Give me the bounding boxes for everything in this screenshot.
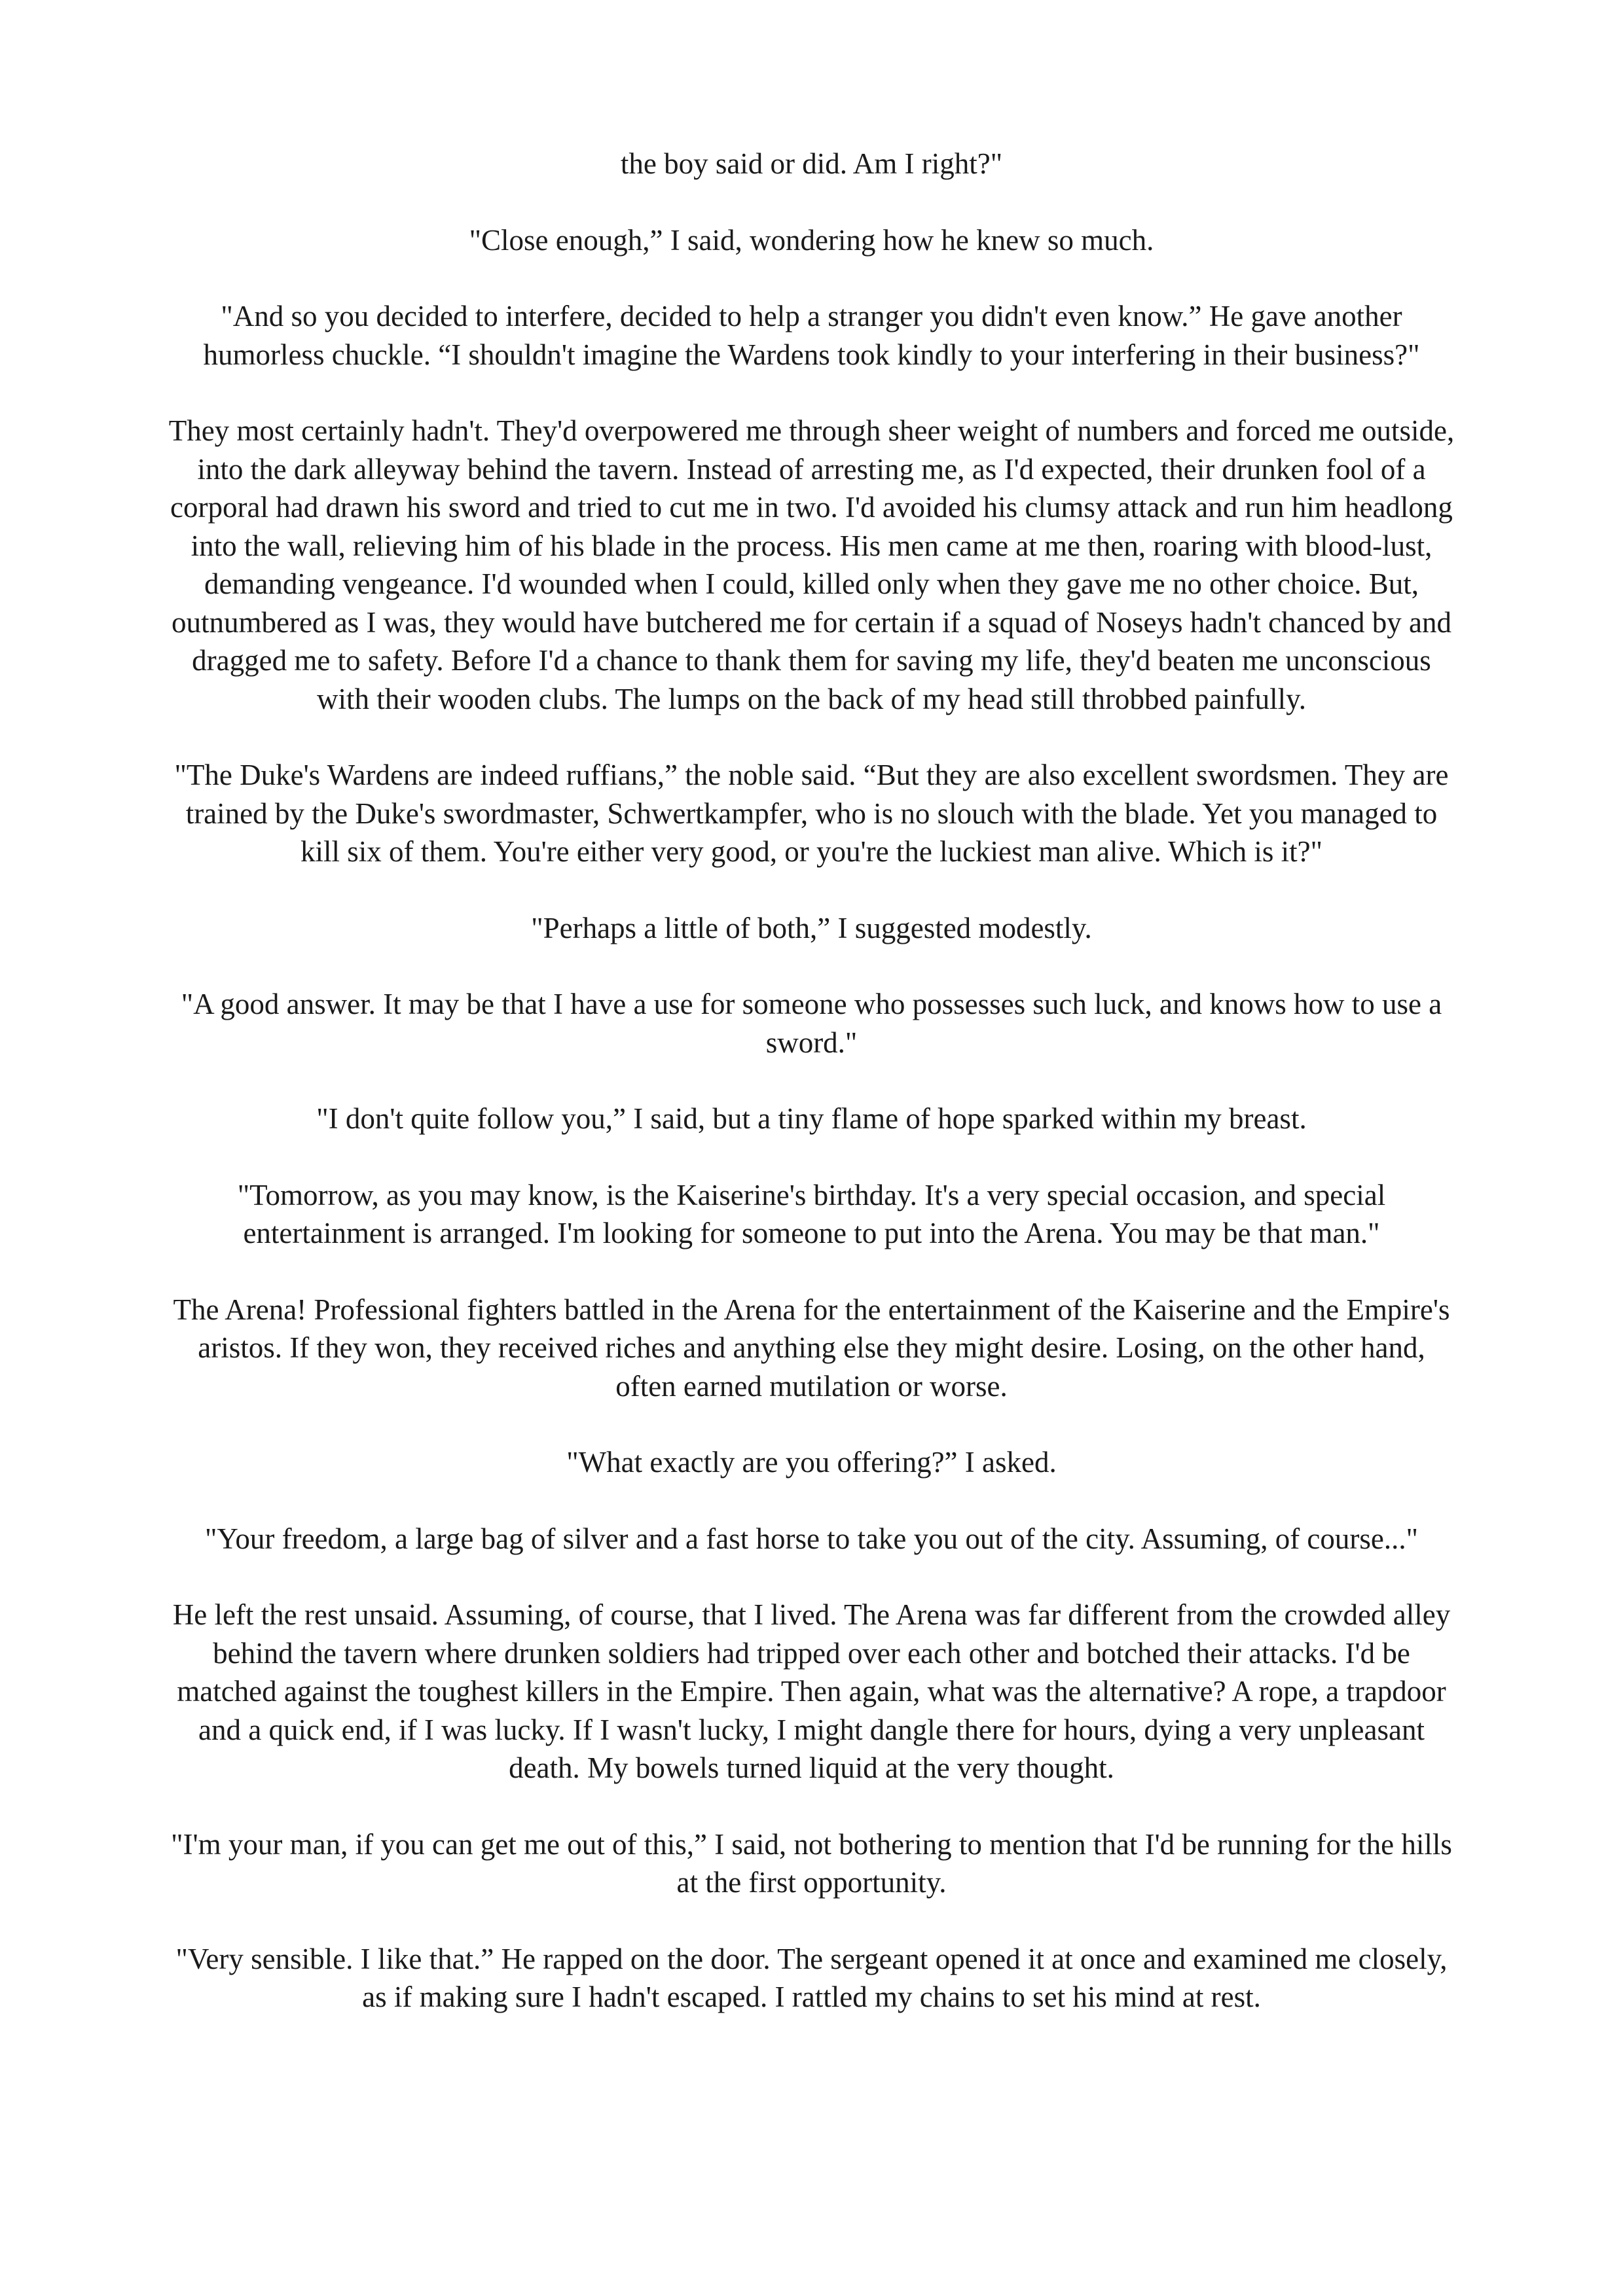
- paragraph: "Your freedom, a large bag of silver and a fast horse to take you out of the city. Assuming, of course...": [205, 1522, 1418, 1555]
- body-text: [167, 145, 1456, 2054]
- paragraph: "The Duke's Wardens are indeed ruffians,” the noble said. “But they are also excellent swordsmen. They are trained by the Duke's swordmaster, Schwertkampfer, who is no slouch with the blade. Yet you managed to kill six of them. You're either very good, or you're the luckiest man alive. Which is it?": [174, 759, 1449, 868]
- paragraph: "What exactly are you offering?” I asked.: [566, 1446, 1057, 1479]
- paragraph: "Tomorrow, as you may know, is the Kaiserine's birthday. It's a very special occasion, and special entertainment is arranged. I'm looking for someone to put into the Arena. You may be that man.": [237, 1178, 1386, 1249]
- paragraph: "Close enough,” I said, wondering how he knew so much.: [469, 223, 1154, 257]
- paragraph: "I don't quite follow you,” I said, but a tiny flame of hope sparked within my breast.: [316, 1102, 1307, 1135]
- paragraph: "A good answer. It may be that I have a use for someone who possesses such luck, and knows how to use a sword.": [181, 988, 1442, 1059]
- paragraph: "Perhaps a little of both,” I suggested modestly.: [531, 911, 1092, 944]
- paragraph: He left the rest unsaid. Assuming, of course, that I lived. The Arena was far different from the crowded alley behind the tavern where drunken soldiers had tripped over each other and botched their attacks. I'd be matched against the toughest killers in the Empire. Then again, what was the alternative? A rope, a trapdoor and a quick end, if I was lucky. If I wasn't lucky, I might dangle there for hours, dying a very unpleasant death. My bowels turned liquid at the very thought.: [172, 1598, 1451, 1784]
- paragraph: They most certainly hadn't. They'd overpowered me through sheer weight of numbers and forced me outside, into the dark alleyway behind the tavern. Instead of arresting me, as I'd expected, their drunken fool of a corporal had drawn his sword and tried to cut me in two. I'd avoided his clumsy attack and run him headlong into the wall, relieving him of his blade in the process. His men came at me then, roaring with blood-lust, demanding vengeance. I'd wounded when I could, killed only when they gave me no other choice. But, outnumbered as I was, they would have butchered me for certain if a squad of Noseys hadn't chanced by and dragged me to safety. Before I'd a chance to thank them for saving my life, they'd beaten me unconscious with their wooden clubs. The lumps on the back of my head still throbbed painfully.: [168, 414, 1455, 715]
- paragraph: The Arena! Professional fighters battled in the Arena for the entertainment of the Kaiserine and the Empire's aristos. If they won, they received riches and anything else they might desire. Losing, on the other hand, often earned mutilation or worse.: [173, 1293, 1450, 1403]
- paragraph: "I'm your man, if you can get me out of this,” I said, not bothering to mention that I'd be running for the hills at the first opportunity.: [171, 1827, 1452, 1899]
- paragraph: "Very sensible. I like that.” He rapped on the door. The sergeant opened it at once and examined me closely, as if making sure I hadn't escaped. I rattled my chains to set his mind at rest.: [175, 1942, 1448, 2013]
- paragraph: the boy said or did. Am I right?": [620, 147, 1003, 180]
- paragraph: "And so you decided to interfere, decided to help a stranger you didn't even know.” He gave another humorless chuckle. “I shouldn't imagine the Wardens took kindly to your interfering in their business?": [203, 300, 1420, 371]
